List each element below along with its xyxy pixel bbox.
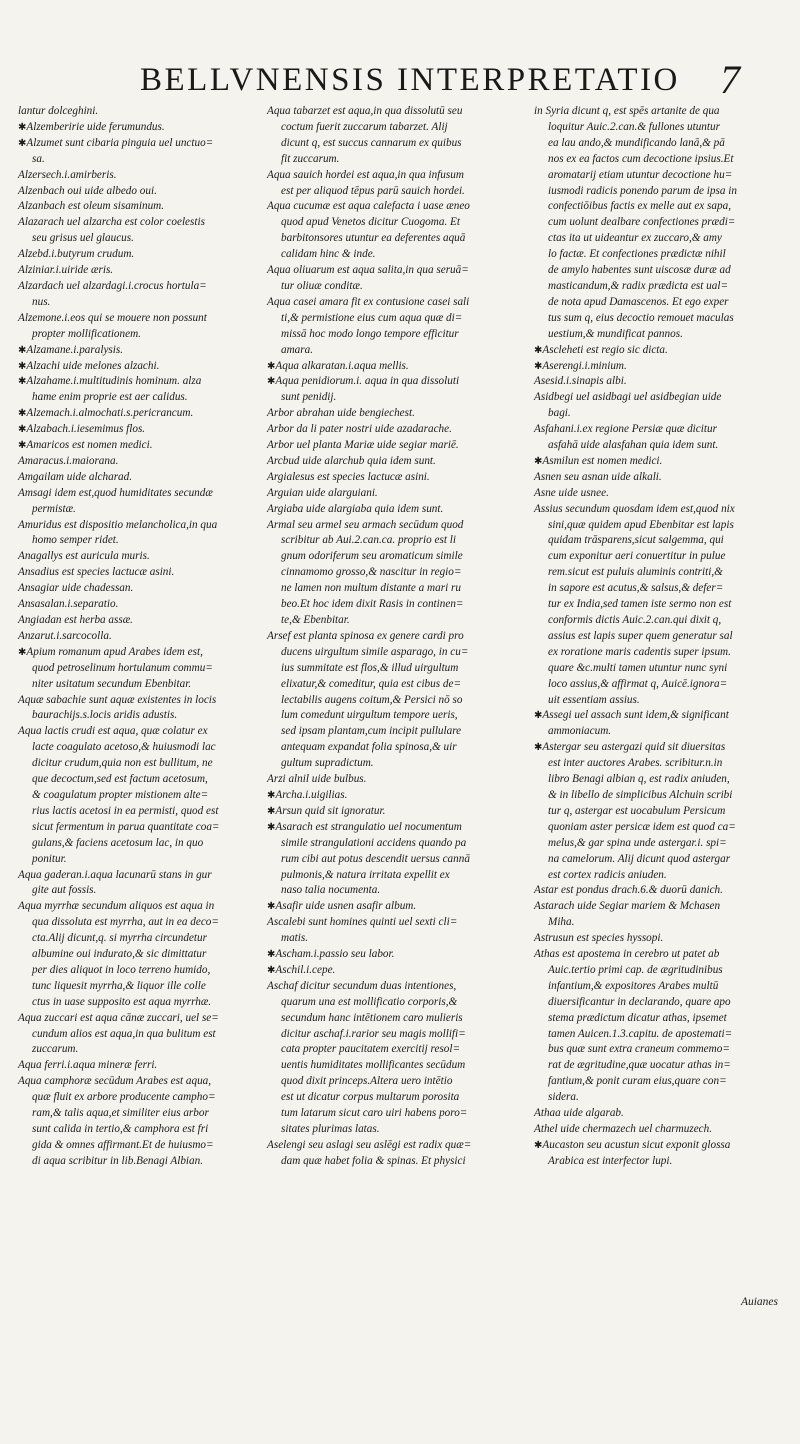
dictionary-entry: Ansasalan.i.separatio. bbox=[18, 598, 119, 611]
dictionary-entry: ✱ Asarach est strangulatio uel nocumentum simile strangulationi accidens quando pa rum cibi aut potus descendit uersus cannā pulmonis,& natura irritata expellit ex naso talia nocumenta. bbox=[267, 820, 531, 900]
dictionary-entry: ✱ Alzumet sunt cibaria pinguia uel unctuo= sa. bbox=[18, 136, 262, 168]
dictionary-entry: Amaracus.i.maiorana. bbox=[18, 454, 119, 467]
dictionary-entry: Aqua zuccari est aqua cānæ zuccari, uel se= cundum alios est aqua,in qua bulitum est zuccarum. bbox=[18, 1011, 219, 1056]
dictionary-entry: Argialesus est species lactucæ asini. bbox=[267, 470, 430, 483]
header-title: BELLVNENSIS INTERPRETATIO bbox=[140, 62, 680, 98]
dictionary-entry: ✱ Alzabach.i.iesemimus flos. bbox=[18, 422, 262, 438]
dictionary-entry: Amuridus est dispositio melancholica,in qua homo semper ridet. bbox=[18, 518, 218, 547]
dictionary-entry: Arbor da li pater nostri uide azadarache. bbox=[267, 423, 452, 436]
dictionary-entry: Athel uide chermazech uel charmuzech. bbox=[534, 1123, 713, 1135]
dictionary-entry: Assius secundum quosdam idem est,quod nix sini,quæ quidem apud Ebenbitar est lapis quidam trāsparens,sicut salgemma, qui cum exponitur aeri conuertitur in pulue rem.sicut est puluis aluminis contriti,& in sapore est acutus,& salsus,& defer= tur ex India,sed tamen iste sermo non est conformis dictis Auic.2.can.qui dixit q, assius est lapis super quem generatur sal ex roratione maris cadentis super ipsum. quare &c.multi tamen utuntur nunc syni loco assius,& affirmat q, Auicē.ignora= uit essentiam assius. bbox=[534, 502, 735, 706]
dictionary-entry: Ansagiar uide chadessan. bbox=[18, 582, 134, 595]
dictionary-entry: ✱ Ascleheti est regio sic dicta. bbox=[534, 343, 796, 359]
dictionary-entry: Aqua oliuarum est aqua salita,in qua seruā= tur oliuæ conditæ. bbox=[267, 264, 469, 292]
dictionary-entry: ✱ Alzahame.i.multitudinis hominum. alza hame enim proprie est aer calidus. bbox=[18, 374, 262, 406]
dictionary-entry: Alzardach uel alzardagi.i.crocus hortula= nus. bbox=[18, 279, 207, 308]
dictionary-entry: Aqua cucumæ est aqua calefacta i uase æneo quod apud Venetos dicitur Cuogoma. Et barbitonsores utuntur ea deferentes aquā calidam hinc & inde. bbox=[267, 200, 470, 261]
dictionary-entry: Aqua gaderan.i.aqua lacunarū stans in gur gite aut fossis. bbox=[18, 868, 212, 897]
dictionary-entry: Alzersech.i.amirberis. bbox=[18, 168, 117, 181]
dictionary-entry: ✱ Asmilun est nomen medici. bbox=[534, 454, 796, 470]
dictionary-entry: Astar est pondus drach.6.& duorū danich. bbox=[534, 884, 723, 897]
catchword: Auianes bbox=[740, 1296, 778, 1308]
text-column-right bbox=[534, 104, 796, 1170]
dictionary-entry: ✱ Alzachi uide melones alzachi. bbox=[18, 359, 262, 375]
dictionary-entry: Alzebd.i.butyrum crudum. bbox=[18, 248, 135, 261]
dictionary-entry: Aqua tabarzet est aqua,in qua dissolutū seu coctum fuerit zuccarum tabarzet. Alij dicunt q, est succus cannarum ex quibus fit zuccarum. bbox=[267, 105, 463, 165]
dictionary-entry: Amgailam uide alcharad. bbox=[18, 470, 133, 483]
dictionary-entry: ✱ Asafir uide usnen asafir album. bbox=[267, 899, 531, 915]
dictionary-entry: Arbor uel planta Mariæ uide segiar mariē. bbox=[267, 439, 459, 452]
dictionary-entry: Asnen seu asnan uide alkali. bbox=[534, 470, 662, 483]
dictionary-entry: ✱ Arsun quid sit ignoratur. bbox=[267, 804, 531, 820]
dictionary-entry: lantur dolceghini. bbox=[18, 105, 99, 117]
dictionary-entry: Astarach uide Segiar mariem & Mchasen Miha. bbox=[534, 900, 721, 929]
dictionary-entry: Alzanbach est oleum sisaminum. bbox=[18, 200, 165, 213]
dictionary-entry: Athaa uide algarab. bbox=[534, 1107, 624, 1120]
dictionary-entry: Ascalebi sunt homines quinti uel sexti cli= matis. bbox=[267, 916, 458, 945]
dictionary-entry: Ansadius est species lactucæ asini. bbox=[18, 566, 175, 579]
dictionary-entry: Armal seu armel seu armach secūdum quod scribitur ab Aui.2.can.ca. proprio est li gnum odoriferum seu aromaticum simile cinnamomo grosso,& nascitur in regio= ne lamen non multum distante a mari ru beo.Et hoc idem dixit Rasis in continen= te,& Ebenbitar. bbox=[267, 518, 464, 626]
dictionary-entry: ✱ Ascham.i.passio seu labor. bbox=[267, 947, 531, 963]
dictionary-entry: Arsef est planta spinosa ex genere cardi pro ducens uirgultum simile asparago, in cu= ius summitate est flos,& illud uirgultum elixatur,& comeditur, quia est cibus de= lectabilis augens coitum,& Persici nō so lum comedunt uirgultum tempore ueris, sed ipsam plantam,cum incipit pullulare antequam expandat folia spinosa,& uir gultum supradictum. bbox=[267, 629, 469, 770]
dictionary-entry: Alazarach uel alzarcha est color coelestis seu grisus uel glaucus. bbox=[18, 216, 205, 245]
dictionary-entry: Arbor abrahan uide bengiechest. bbox=[267, 407, 415, 420]
dictionary-entry: Aqua lactis crudi est aqua, quæ colatur ex lacte coagulato acetoso,& huiusmodi lac dicitur crudum,quia non est bullitum, ne que decoctum,sed est factum acetosum, & coagulatum propter mistionem alte= rius lactis acetosi in ea permisti, quod est sicut fermentum in parua quantitate coa= gulans,& faciens acetosum lac, in quo ponitur. bbox=[18, 725, 220, 865]
dictionary-entry: ✱ Aucaston seu acustun sicut exponit glossa Arabica est interfector lupi. bbox=[534, 1138, 796, 1170]
dictionary-entry: Astrusun est species hyssopi. bbox=[534, 932, 664, 945]
dictionary-entry: Aqua myrrhæ secundum aliquos est aqua in qua dissoluta est myrrha, aut in ea deco= cta.Alij dicunt,q. si myrrha circundetur albumine oui indurato,& sic dimittatur per dies aliquot in loco terreno humido, tunc liquesit myrrha,& liquor ille colle ctus in uase supposito est aqua myrrhæ. bbox=[18, 900, 219, 1008]
dictionary-entry: ✱ Alzemberirie uide ferumundus. bbox=[18, 120, 262, 136]
dictionary-entry: ✱ Aschil.i.cepe. bbox=[267, 963, 531, 979]
dictionary-entry: Argiaba uide alargiaba quia idem sunt. bbox=[267, 502, 444, 515]
dictionary-entry: ✱ Apium romanum apud Arabes idem est, quod petroselinum hortulanum commu= niter usitatum secundum Ebenbitar. bbox=[18, 645, 262, 693]
dictionary-entry: ✱ Aserengi.i.minium. bbox=[534, 359, 796, 375]
dictionary-entry: ✱ Alzemach.i.almochati.s.pericrancum. bbox=[18, 406, 262, 422]
dictionary-entry: Amsagi idem est,quod humiditates secundæ permistæ. bbox=[18, 486, 213, 515]
dictionary-entry: Athas est apostema in cerebro ut patet ab Auic.tertio primi cap. de ægritudinibus infantium,& expositores Arabes multū diuersificantur in declarando, quare apo stema prædictum dicatur athas, ipsemet tamen Auicen.1.3.capitu. de apostemati= bus quæ sunt extra craneum commemo= rat de ægritudine,quæ uocatur athas in= fantium,& ponit curam eius,quare con= sidera. bbox=[534, 948, 733, 1104]
dictionary-entry: Alziniar.i.uiride æris. bbox=[18, 264, 114, 277]
dictionary-entry: Asidbegi uel asidbagi uel asidbegian uide bagi. bbox=[534, 391, 722, 420]
dictionary-entry: Aqua casei amara fit ex contusione casei sali ti,& permistione eius cum aqua quæ di= missā hoc modo longo tempore efficitur amara. bbox=[267, 295, 470, 356]
dictionary-entry: Asfahani.i.ex regione Persiæ quæ dicitur asfahā uide alasfahan quia idem sunt. bbox=[534, 423, 719, 452]
text-column-left bbox=[18, 104, 262, 1170]
page-number: 7 bbox=[720, 57, 740, 102]
dictionary-entry: in Syria dicunt q, est spēs artanite de qua loquitur Auic.2.can.& fullones utuntur ea lau ando,& mundificando lanā,& pā nos ex ea factos cum decoctione ipsius.Et aromatarij etiam utuntur decoctione hu= iusmodi radicis ponendo parum de ipsa in confectiōibus factis ex melle aut ex sapa, cum uolunt dealbare confectiones prædi= ctas ita ut uideantur ex zuccaro,& amy lo factæ. Et confectiones prædictæ nihil de amylo habentes sunt uiscosæ duræ ad masticandum,& radix prædicta est ual= de nota apud Damascenos. Et ego exper tus sum q, eius decoctio remouet maculas uestium,& mundificat pannos. bbox=[534, 105, 737, 340]
dictionary-entry: ✱ Assegi uel assach sunt idem,& significant ammoniacum. bbox=[534, 708, 796, 740]
dictionary-entry: ✱ Archa.i.uigilias. bbox=[267, 788, 531, 804]
text-column-middle bbox=[267, 104, 531, 1170]
dictionary-entry: ✱ Amaricos est nomen medici. bbox=[18, 438, 262, 454]
dictionary-entry: ✱ Aqua alkaratan.i.aqua mellis. bbox=[267, 359, 531, 375]
dictionary-entry: Aschaf dicitur secundum duas intentiones, quarum una est mollificatio corporis,& secundum hanc intētionem caro mulieris dicitur aschaf.i.rarior seu magis mollifi= cata propter paucitatem exercitij resol= uentis humiditates mollificantes secūdum quod dixit princeps.Altera uero intētio est ut dicatur corpus multarum porosita tum latarum sicut caro uiri habens poro= sitates plurimas latas. bbox=[267, 979, 468, 1135]
dictionary-entry: Angiadan est herba assæ. bbox=[18, 614, 133, 626]
dictionary-entry: Asesid.i.sinapis albi. bbox=[534, 375, 627, 388]
dictionary-entry: Arcbud uide alarchub quia idem sunt. bbox=[267, 454, 436, 467]
dictionary-entry: Asne uide usnee. bbox=[534, 486, 609, 499]
dictionary-entry: Arguian uide alarguiani. bbox=[267, 486, 378, 499]
dictionary-entry: ✱ Aqua penidiorum.i. aqua in qua dissoluti sunt penidij. bbox=[267, 374, 531, 406]
dictionary-entry: Aqua camphoræ secūdum Arabes est aqua, quæ fluit ex arbore producente campho= ram,& talis aqua,et similiter eius arbor sunt calida in tertio,& camphora est fri gida & omnes affirmant.Et de huiusmo= di aqua scribitur in lib.Benagi Albian. bbox=[18, 1075, 216, 1167]
dictionary-entry: Alzemone.i.eos qui se mouere non possunt propter mollificationem. bbox=[18, 311, 207, 340]
dictionary-entry: ✱ Astergar seu astergazi quid sit diuersitas est inter auctores Arabes. scribitur.n.in libro Benagi albian q, est radix aniuden, & in libello de simplicibus Alchuin scribi tur q, astergar est uocabulum Persicum quoniam aster persicæ idem est quod ca= melus,& gar spina unde astergar.i. spi= na camelorum. Alij dicunt quod astergar est cortex radicis aniuden. bbox=[534, 740, 796, 883]
dictionary-entry: Anzarut.i.sarcocolla. bbox=[18, 629, 112, 642]
running-header bbox=[140, 57, 780, 102]
dictionary-entry: Aselengi seu aslagi seu aslēgi est radix quæ= dam quæ habet folia & spinas. Et physici bbox=[267, 1138, 472, 1167]
dictionary-entry: ✱ Alzamane.i.paralysis. bbox=[18, 343, 262, 359]
dictionary-entry: Alzenbach oui uide albedo oui. bbox=[18, 184, 157, 197]
dictionary-entry: Aqua sauich hordei est aqua,in qua infusum est per aliquod tēpus parū sauich hordei. bbox=[267, 168, 465, 197]
dictionary-entry: Aquæ sabachie sunt aquæ existentes in locis baurachijs.s.locis aridis adustis. bbox=[18, 693, 217, 722]
dictionary-entry: Arzi alnil uide bulbus. bbox=[267, 773, 367, 786]
dictionary-entry: Anagallys est auricula muris. bbox=[18, 550, 150, 563]
dictionary-entry: Aqua ferri.i.aqua mineræ ferri. bbox=[18, 1059, 158, 1072]
